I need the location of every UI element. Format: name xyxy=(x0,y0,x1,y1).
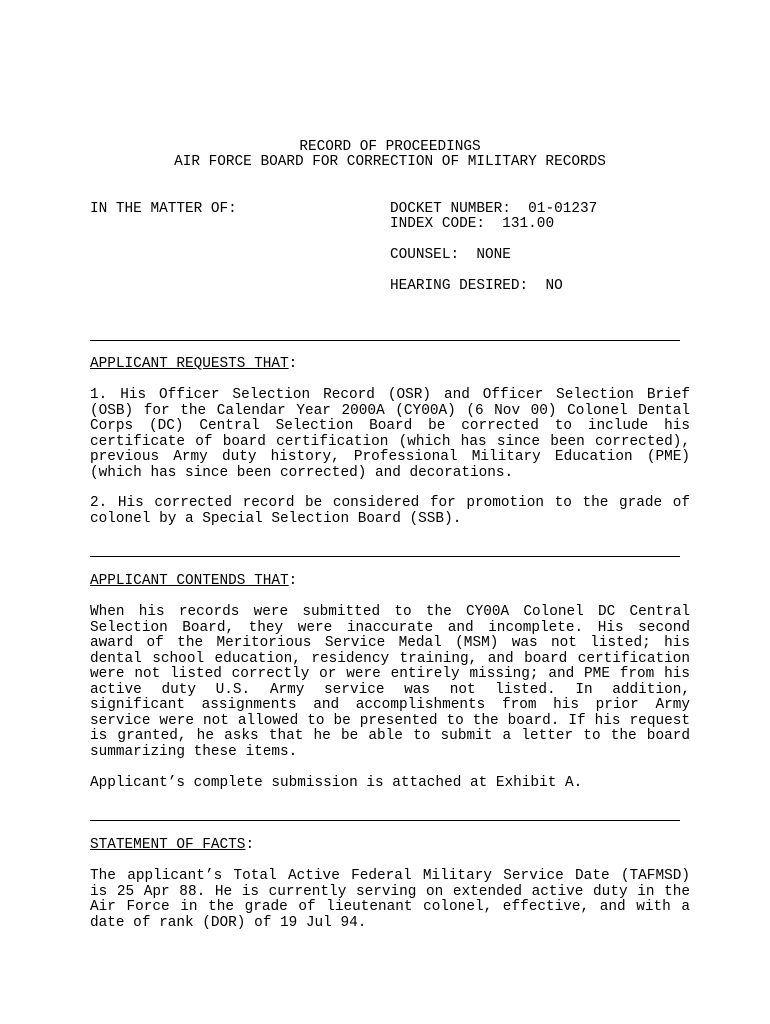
section-divider xyxy=(90,820,680,821)
contends-heading-text: APPLICANT CONTENDS THAT xyxy=(90,573,289,589)
facts-heading xyxy=(90,838,254,854)
index-code: INDEX CODE: 131.00 xyxy=(390,216,555,232)
heading-colon: : xyxy=(288,356,298,372)
heading-colon: : xyxy=(245,837,255,853)
section-divider xyxy=(90,556,680,557)
section-divider xyxy=(90,340,680,341)
contends-paragraph-2: Applicant’s complete submission is attached at Exhibit A. xyxy=(90,775,583,791)
contends-paragraph-1: When his records were submitted to the CY00A Colonel DC Central Selection Board, they were inaccurate and incomplete. His second award of the Meritorious Service Medal (MSM) was not listed; his dental school education, residency training, and board certification were not listed correctly or were entirely missing; and PME from his active duty U.S. Army service was not listed. In addition, significant assignments and accomplishments from his prior Army service were not allowed to be presented to the board. If his request is granted, he asks that he be able to submit a letter to the board summarizing these items. xyxy=(90,604,690,760)
requests-heading xyxy=(90,357,297,373)
requests-paragraph-2: 2. His corrected record be considered for promotion to the grade of colonel by a Special Selection Board (SSB). xyxy=(90,495,690,527)
docket-number: DOCKET NUMBER: 01-01237 xyxy=(390,201,598,217)
contends-heading xyxy=(90,574,297,590)
facts-heading-text: STATEMENT OF FACTS xyxy=(90,837,246,853)
document-title: RECORD OF PROCEEDINGS xyxy=(299,139,481,155)
hearing-desired: HEARING DESIRED: NO xyxy=(390,278,563,294)
matter-label: IN THE MATTER OF: xyxy=(90,201,237,217)
facts-paragraph-1: The applicant’s Total Active Federal Military Service Date (TAFMSD) is 25 Apr 88. He is currently serving on extended active duty in the Air Force in the grade of lieutenant colonel, effective, and with a date of rank (DOR) of 19 Jul 94. xyxy=(90,868,690,931)
requests-heading-text: APPLICANT REQUESTS THAT xyxy=(90,356,289,372)
requests-paragraph-1: 1. His Officer Selection Record (OSR) and Officer Selection Brief (OSB) for the Calendar Year 2000A (CY00A) (6 Nov 00) Colonel Dental Corps (DC) Central Selection Board be corrected to include his certificate of board certification (which has since been corrected), previous Army duty history, Professional Military Education (PME) (which has since been corrected) and decorations. xyxy=(90,387,690,481)
heading-colon: : xyxy=(288,573,298,589)
counsel: COUNSEL: NONE xyxy=(390,247,511,263)
board-name: AIR FORCE BOARD FOR CORRECTION OF MILITARY RECORDS xyxy=(174,154,606,170)
